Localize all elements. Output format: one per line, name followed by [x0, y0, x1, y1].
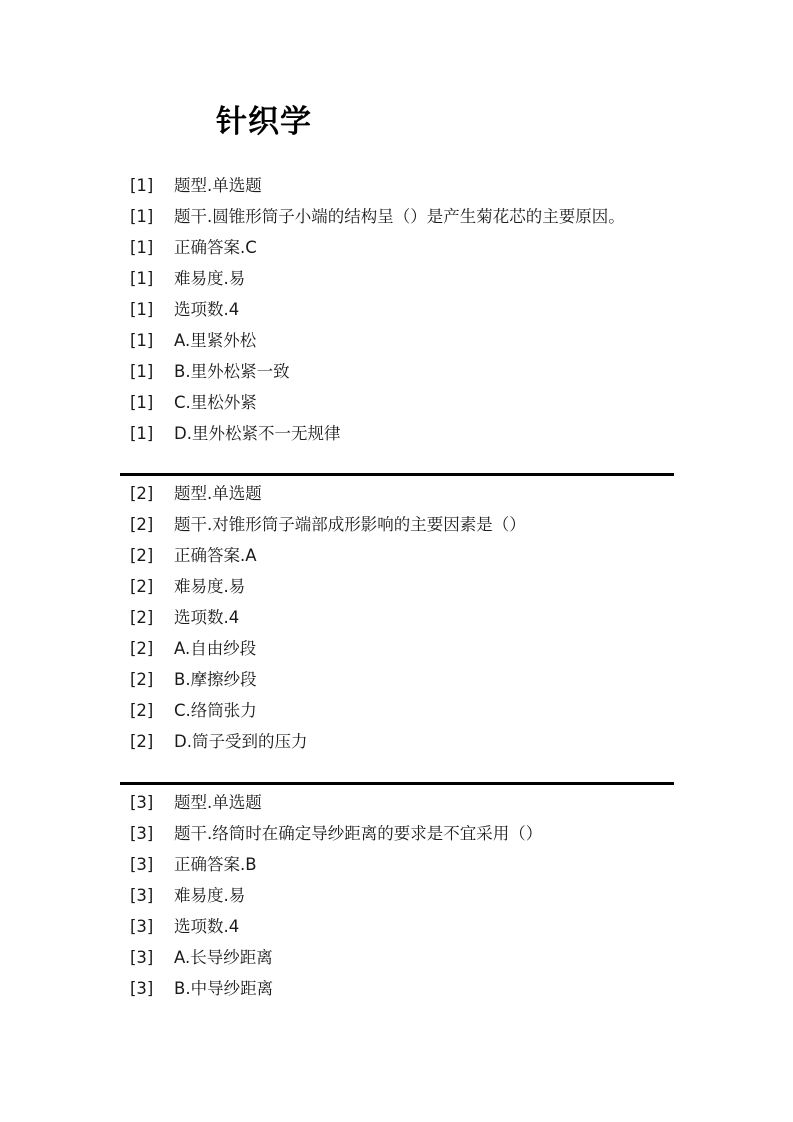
question-option-row: [1] B.里外松紧一致 — [130, 362, 290, 381]
question-type-row: [3] 题型.单选题 — [130, 793, 262, 812]
question-stem-row: [1] 题干.圆锥形筒子小端的结构呈（）是产生菊花芯的主要原因。 — [130, 207, 625, 226]
question-option-count-row: [1] 选项数.4 — [130, 300, 240, 319]
question-option-count-row: [3] 选项数.4 — [130, 917, 240, 936]
question-divider — [120, 782, 674, 785]
question-type-row: [1] 题型.单选题 — [130, 176, 262, 195]
question-difficulty-row: [1] 难易度.易 — [130, 269, 246, 288]
question-type-row: [2] 题型.单选题 — [130, 484, 262, 503]
question-option-row: [1] A.里紧外松 — [130, 331, 257, 350]
question-answer-row: [2] 正确答案.A — [130, 546, 257, 565]
question-option-row: [2] A.自由纱段 — [130, 639, 257, 658]
question-block-1 — [130, 170, 690, 449]
question-option-row: [2] B.摩擦纱段 — [130, 670, 257, 689]
question-block-2 — [130, 478, 690, 757]
question-answer-row: [3] 正确答案.B — [130, 855, 257, 874]
question-option-row: [1] C.里松外紧 — [130, 393, 257, 412]
document-title: 针织学 — [216, 104, 312, 140]
question-difficulty-row: [2] 难易度.易 — [130, 577, 246, 596]
question-difficulty-row: [3] 难易度.易 — [130, 886, 246, 905]
question-stem-row: [2] 题干.对锥形筒子端部成形影响的主要因素是（） — [130, 515, 526, 534]
question-stem-row: [3] 题干.络筒时在确定导纱距离的要求是不宜采用（） — [130, 824, 543, 843]
question-option-row: [1] D.里外松紧不一无规律 — [130, 424, 341, 443]
question-option-row: [2] D.筒子受到的压力 — [130, 732, 308, 751]
question-option-count-row: [2] 选项数.4 — [130, 608, 240, 627]
question-block-3 — [130, 787, 690, 1004]
question-answer-row: [1] 正确答案.C — [130, 238, 257, 257]
question-option-row: [3] B.中导纱距离 — [130, 979, 274, 998]
question-divider — [120, 473, 674, 476]
question-option-row: [3] A.长导纱距离 — [130, 948, 273, 967]
question-option-row: [2] C.络筒张力 — [130, 701, 257, 720]
